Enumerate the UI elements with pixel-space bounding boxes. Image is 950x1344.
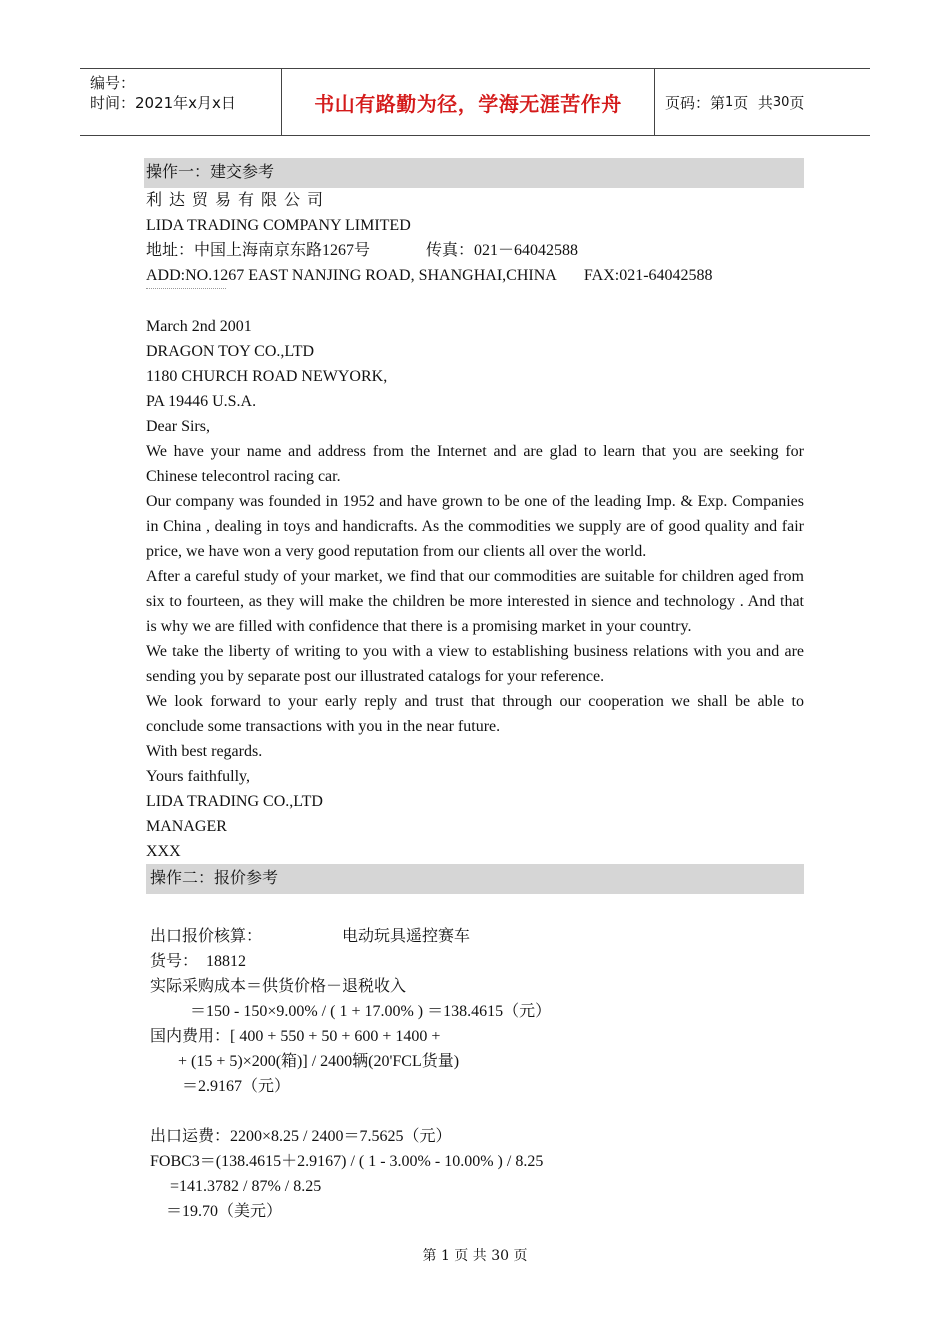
page-current: 1 (725, 94, 734, 110)
page-footer: 第 1 页 共 30 页 (422, 1248, 528, 1264)
quotation-line: 出口运费：2200×8.25 / 2400＝7.5625（元） (150, 1128, 452, 1145)
quotation-line: + (15 + 5)×200(箱)] / 2400辆(20'FCL货量) (150, 1053, 460, 1070)
quotation-line (150, 1099, 804, 1124)
quotation-line: ＝19.70（美元） (150, 1203, 283, 1220)
header-motto: 书山有路勤为径，学海无涯苦作舟 (314, 91, 622, 116)
page-header (80, 68, 870, 136)
quotation-line: ＝150 - 150×9.00% / ( 1 + 17.00% ) ＝138.4615（元） (150, 1003, 552, 1020)
document-body (146, 158, 804, 1224)
blank-line (146, 894, 804, 924)
quotation-line: 出口报价核算： 电动玩具遥控赛车 (150, 928, 471, 945)
header-page-info (655, 69, 870, 135)
blank-line (146, 289, 804, 314)
closing-line: LIDA TRADING CO.,LTD (146, 793, 323, 810)
recipient-line: DRAGON TOY CO.,LTD (146, 343, 315, 360)
page-mid: 页 共 (733, 93, 773, 112)
letter-paragraph: We take the liberty of writing to you with a view to establishing business relations with you and are sending you by separate post our illustrated catalogs for your reference. (146, 643, 804, 685)
quotation-line: 国内费用：[ 400 + 550 + 50 + 600 + 1400 + (150, 1028, 441, 1045)
company-name-cn: 利达贸易有限公司 (146, 192, 331, 209)
page-total: 30 (772, 94, 790, 110)
closing-line: With best regards. (146, 743, 263, 760)
closing-line: XXX (146, 843, 181, 860)
salutation: Dear Sirs, (146, 418, 210, 435)
company-address-en: ADD:NO.1267 EAST NANJING ROAD, SHANGHAI,CHINA FAX:021-64042588 (146, 267, 713, 284)
header-meta (80, 69, 282, 135)
document-date: 时间：2021年x月x日 (90, 94, 236, 112)
closing-line: MANAGER (146, 818, 227, 835)
section-heading-1: 操作一：建交参考 (144, 158, 804, 188)
letter-paragraph: We look forward to your early reply and trust that through our cooperation we shall be able to conclude some transactions with you in the near future. (146, 693, 804, 735)
recipient-line: PA 19446 U.S.A. (146, 393, 257, 410)
letter-paragraph: Our company was founded in 1952 and have grown to be one of the leading Imp. & Exp. Companies in China , dealing in toys and handicrafts. As the commodities we supply are of good quality and fair price, we have won a very good reputation from our clients all over the world. (146, 493, 804, 560)
page-suffix: 页 (789, 93, 805, 112)
letter-paragraph: After a careful study of your market, we find that our commodities are suitable for children aged from six to fourteen, as they will make the children be more interested in sience and technology . And that is why we are filled with confidence that there is a promising market in your country. (146, 568, 804, 635)
page-prefix: 页码：第 (665, 93, 726, 112)
quotation-block (146, 924, 804, 1224)
company-address-cn: 地址：中国上海南京东路1267号 传真：021－64042588 (146, 242, 579, 259)
quotation-line: FOBC3＝(138.4615＋2.9167) / ( 1 - 3.00% - 10.00% ) / 8.25 (150, 1153, 544, 1170)
company-name-en: LIDA TRADING COMPANY LIMITED (146, 217, 411, 234)
document-number-label: 编号： (90, 74, 136, 92)
closing-line: Yours faithfully, (146, 768, 251, 785)
section-heading-2: 操作二：报价参考 (146, 864, 804, 894)
quotation-line: 货号： 18812 (150, 953, 247, 970)
recipient-line: 1180 CHURCH ROAD NEWYORK, (146, 368, 388, 385)
header-motto-cell (282, 69, 655, 135)
letter-date: March 2nd 2001 (146, 318, 252, 335)
letter-paragraph: We have your name and address from the Internet and are glad to learn that you are seeking for Chinese telecontrol racing car. (146, 443, 804, 485)
quotation-line: 实际采购成本＝供货价格－退税收入 (150, 978, 407, 995)
quotation-line: =141.3782 / 87% / 8.25 (150, 1178, 322, 1195)
quotation-line: ＝2.9167（元） (150, 1078, 291, 1095)
